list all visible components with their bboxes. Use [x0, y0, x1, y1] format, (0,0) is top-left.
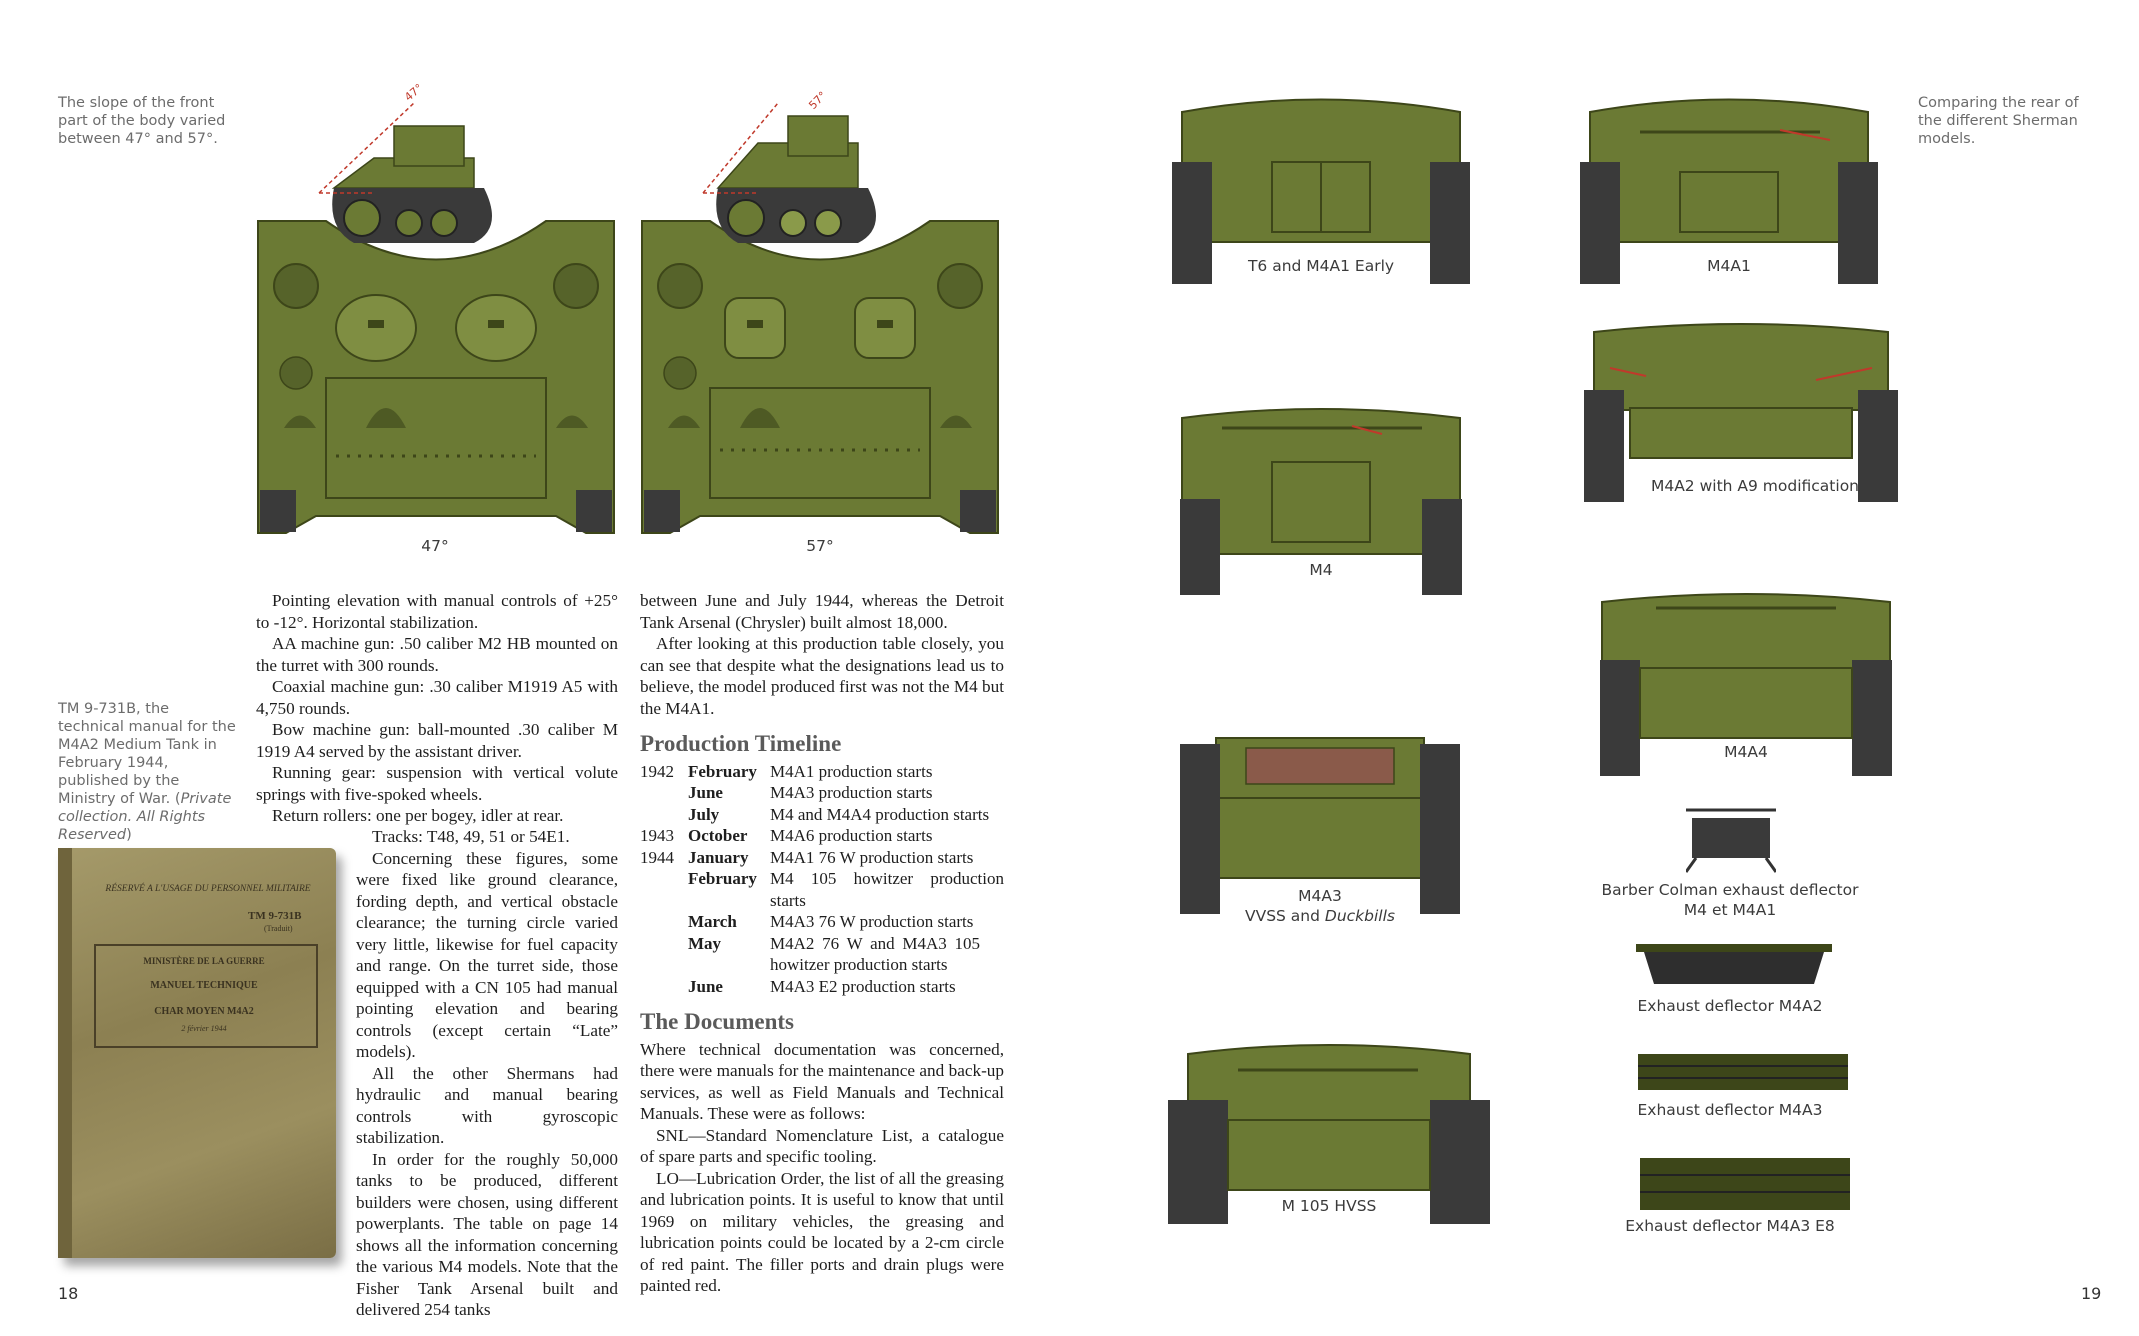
tank-label-m4: M4	[1309, 561, 1333, 579]
label-barber-colman: Barber Colman exhaust deflector M4 et M4A1	[1601, 881, 1859, 919]
timeline-row: June M4A3 production starts	[688, 783, 933, 802]
timeline-row: 1943 October M4A6 production starts	[640, 826, 933, 845]
barber-colman-deflector-illustration	[1686, 806, 1776, 876]
angle-label-47: 47°	[421, 537, 449, 555]
body-column-1-wrap: Tracks: T48, 49, 51 or 54E1. Concerning these figures, some were fixed like ground clearance, fording depth, and vertical obstacle clearance; the turning circle varied very little, likewise for fuel capacity and range. On the turret side, those equipped with a CN 105 had manual pointing elevation and bearing controls (except certain “Late” models). All the other Shermans had hydraulic and manual bearing controls with gyroscopic stabilization. In order for the roughly 50,000 tanks to be produced, different builders were chosen, using different powerplants. The table on page 14 shows all the information concerning the various M4 models. Note that the Fisher Tank Arsenal built and delivered 254 tanks	[356, 827, 618, 1319]
timeline-row: 1942 February M4A1 production starts	[640, 761, 933, 781]
tank-label-m4a3: M4A3 VVSS and Duckbills	[1244, 887, 1395, 925]
deflector-m4a3e8-illustration	[1640, 1158, 1850, 1210]
deflector-m4a2-illustration	[1636, 944, 1832, 986]
timeline-row: March M4A3 76 W production starts	[688, 912, 974, 931]
body-column-1: Pointing elevation with manual controls of +25° to -12°. Horizontal stabilization. AA machine gun: .50 caliber M2 HB mounted on the turret with 300 rounds. Coaxial machine gun: .30 caliber M1919 A5 with 4,750 rounds. Bow machine gun: ball-mounted .30 caliber M 1919 A4 served by the assistant driver. Running gear: suspension with vertical volute springs with five-spoked wheels. Return rollers: one per bogey, idler at rear.	[256, 591, 618, 825]
deflector-m4a3-illustration	[1638, 1054, 1848, 1090]
label-deflector-m4a3e8: Exhaust deflector M4A3 E8	[1625, 1217, 1835, 1235]
production-timeline	[640, 761, 1004, 998]
tank-label-m4a4: M4A4	[1724, 743, 1768, 761]
page-number-right: 19	[2081, 1284, 2102, 1303]
timeline-row: February M4 105 howitzer production starts	[688, 869, 1004, 910]
documents-heading: The Documents	[640, 1009, 794, 1034]
timeline-row: June M4A3 E2 production starts	[688, 976, 956, 996]
slope-caption: The slope of the front part of the body varied between 47° and 57°.	[58, 95, 226, 147]
angle-label-57: 57°	[806, 537, 834, 555]
tank-label-t6: T6 and M4A1 Early	[1247, 257, 1395, 275]
page-number-left: 18	[58, 1284, 79, 1303]
body-column-2: between June and July 1944, whereas the Detroit Tank Arsenal (Chrysler) built almost 18,000. After looking at this production table closely, you can see that despite what the designations lead us to believe, the model produced first was not the M4 but the M4A1. Production Timeline 1942 February M4A1 production starts June M4A3 production starts July M4 and M4A4 production starts 1943 October M4A6 production starts 1944 January M4A1 76 W production starts February M4 105 howitzer production starts March M4A3 76 W production starts May M4A2 76 W and M4A3 105 howitzer production starts June M4A3 E2 production starts The Documents Where technical documentation was concerned, there were manuals for the maintenance and back-up services, as well as Field Manuals and Technical Manuals. These were as follows: SNL—Standard Nomenclature List, a catalogue of spare parts and specific tooling. LO—Lubrication Order, the list of all the greasing and lubrication points. It is useful to know that until 1969 on military vehicles, the greasing and lubrication points could be located by a 2-cm circle of red paint. The filler ports and drain plugs were painted red.	[640, 591, 1004, 1295]
timeline-row: 1944 January M4A1 76 W production starts	[640, 847, 974, 867]
tank-label-m4a1: M4A1	[1707, 257, 1751, 275]
production-timeline-heading: Production Timeline	[640, 731, 842, 756]
front-view-47-illustration	[256, 81, 616, 548]
angle-mark-57: 57°	[806, 89, 830, 112]
label-deflector-m4a2: Exhaust deflector M4A2	[1637, 997, 1823, 1015]
angle-mark-47: 47°	[402, 81, 426, 104]
tank-label-m4a2: M4A2 with A9 modification	[1650, 477, 1860, 495]
timeline-row: July M4 and M4A4 production starts	[688, 804, 990, 824]
manual-caption: TM 9-731B, the technical manual for the M4A2 Medium Tank in February 1944, published by the Ministry of War. (Private collection. All Rights Reserved)	[58, 701, 236, 843]
front-view-57-illustration	[640, 88, 1000, 548]
label-deflector-m4a3: Exhaust deflector M4A3	[1637, 1101, 1823, 1119]
timeline-row: May M4A2 76 W and M4A3 105 howitzer production starts	[688, 933, 980, 974]
technical-manual-photo: RÉSERVÉ A L'USAGE DU PERSONNEL MILITAIRE TM 9-731B (Traduit) MINISTÈRE DE LA GUERRE MANUEL TECHNIQUE CHAR MOYEN M4A2 2 février 1944	[58, 848, 336, 1258]
tank-label-m105: M 105 HVSS	[1281, 1197, 1377, 1215]
rear-comparison-caption: Comparing the rear of the different Sherman models.	[1918, 95, 2079, 147]
